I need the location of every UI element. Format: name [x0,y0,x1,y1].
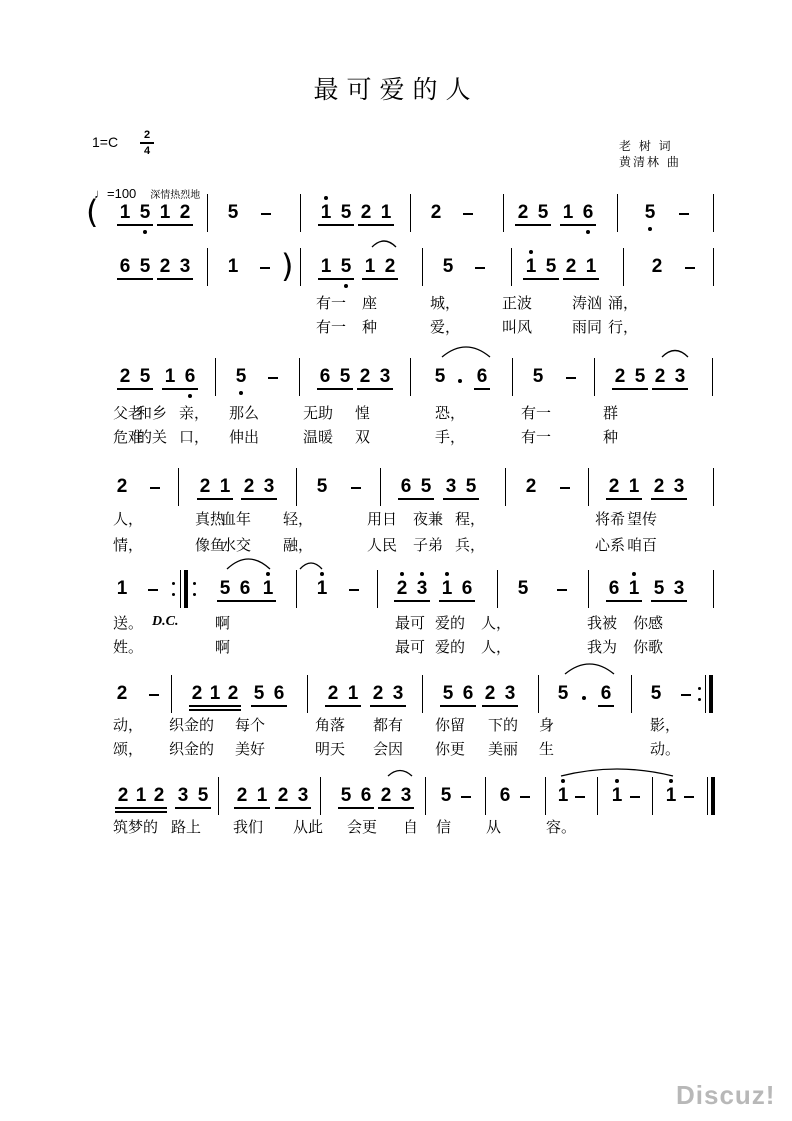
note: 2 [396,578,408,599]
note: 2 [277,785,289,806]
lyric-syllable: 颂， [113,740,144,758]
note: 3 [379,366,391,387]
note: 1 [364,256,376,277]
note: 2 [384,256,396,277]
note: 6 [119,256,131,277]
note: 2 [116,476,128,497]
note: 6 [608,578,620,599]
lyric-syllable: 兵， [455,536,486,554]
lyric-syllable: 姓。 [113,638,144,656]
lyric-syllable: 手， [435,428,466,446]
lyric-syllable: 轻， [283,510,314,528]
lyric-syllable: 人民 [367,536,398,554]
note: 2 [360,202,372,223]
lyric-syllable: 子弟 [413,536,444,554]
note: 2 [236,785,248,806]
note: 3 [416,578,428,599]
note: 2 [243,476,255,497]
lyric-syllable: 你感 [633,614,664,632]
note: 3 [674,366,686,387]
note: 5 [316,476,328,497]
note: 2 [484,683,496,704]
note: 1 [256,785,268,806]
note: 5 [634,366,646,387]
note: 5 [339,366,351,387]
note: 5 [340,202,352,223]
lyric-syllable: 织金的 [169,740,215,758]
note: 5 [532,366,544,387]
note: 1 [628,476,640,497]
note: 1 [525,256,537,277]
note: 2 [517,202,529,223]
note: 5 [139,202,151,223]
lyric-syllable: 无助 [303,404,334,422]
lyric-syllable: 程， [455,510,486,528]
lyric-syllable: 像鱼 [195,536,226,554]
note: 2 [653,476,665,497]
lyric-syllable: 父老 [113,404,144,422]
lyric-syllable: 有一 [521,404,552,422]
lyric-syllable: 的关 [137,428,168,446]
note: 2 [116,683,128,704]
lyric-syllable: 那么 [229,404,260,422]
lyric-syllable: 真热 [195,510,226,528]
composer-credit: 黄清林 曲 [619,155,681,169]
note: 5 [340,256,352,277]
lyric-syllable: 将希 [595,510,626,528]
note: 2 [117,785,129,806]
note: 2 [327,683,339,704]
note: 6 [582,202,594,223]
lyric-syllable: 群 [603,404,619,422]
note: 3 [297,785,309,806]
lyric-syllable: 爱的 [435,614,466,632]
note: 1 [219,476,231,497]
dc-mark: D.C. [152,614,179,629]
note: 5 [235,366,247,387]
lyric-syllable: 叫风 [502,318,533,336]
lyric-syllable: 座 [362,294,378,312]
lyric-syllable: 涌， [608,294,639,312]
lyric-syllable: 从 [486,818,502,836]
note: 5 [420,476,432,497]
slur [300,563,322,569]
lyric-syllable: 美丽 [488,740,519,758]
lyric-syllable: 身 [539,716,555,734]
lyric-syllable: 下的 [488,716,519,734]
lyric-syllable: 角落 [315,716,346,734]
lyric-syllable: 温暖 [303,428,334,446]
lyric-syllable: 我们 [233,818,264,836]
note: 5 [442,256,454,277]
note: 6 [461,578,473,599]
lyric-syllable: 融， [283,536,314,554]
note: 1 [665,785,677,806]
lyric-syllable: 血年 [221,510,252,528]
lyric-syllable: 咱百 [627,536,658,554]
note: 1 [164,366,176,387]
note: 1 [135,785,147,806]
note: 5 [644,202,656,223]
note: 2 [614,366,626,387]
note: 2 [119,366,131,387]
note: 3 [673,578,685,599]
note: 5 [442,683,454,704]
note: 1 [557,785,569,806]
note: 5 [139,256,151,277]
slur [662,351,688,358]
note: 1 [611,785,623,806]
note: 3 [400,785,412,806]
note: 5 [517,578,529,599]
close-parenthesis: ) [281,247,294,285]
lyric-syllable: 和乡 [137,404,168,422]
slur [388,771,412,777]
note: 2 [380,785,392,806]
note: 1 [119,202,131,223]
note: 1 [116,578,128,599]
lyric-syllable: 从此 [293,818,324,836]
note: 2 [608,476,620,497]
slur [372,241,396,247]
note: 3 [445,476,457,497]
note: 6 [462,683,474,704]
note: 3 [263,476,275,497]
note: 6 [184,366,196,387]
lyric-syllable: 织金的 [169,716,215,734]
lyric-syllable: 啊 [215,638,231,656]
note: 3 [673,476,685,497]
note: 5 [227,202,239,223]
lyric-syllable: 你更 [435,740,466,758]
lyric-syllable: 人， [113,510,144,528]
lyric-syllable: 送。 [113,614,144,632]
note: 2 [191,683,203,704]
lyric-syllable: 最可 [395,614,426,632]
lyric-syllable: 筑梦的 [113,818,159,836]
tempo-mark: ♩=100 [94,186,137,201]
note: 5 [545,256,557,277]
note: 2 [359,366,371,387]
lyric-syllable: 明天 [315,740,346,758]
lyric-syllable: 涛汹 [572,294,603,312]
lyric-syllable: 人， [481,614,512,632]
note: 2 [179,202,191,223]
note: 1 [262,578,274,599]
note: 6 [600,683,612,704]
lyric-syllable: 动。 [650,740,681,758]
song-title: 最可爱的人 [313,75,479,104]
note: 1 [441,578,453,599]
lyric-syllable: 情， [113,536,144,554]
lyric-syllable: 会更 [347,818,378,836]
note: 6 [476,366,488,387]
lyric-syllable: 爱的 [435,638,466,656]
watermark: Discuz! [676,1080,776,1110]
lyric-syllable: 口， [179,428,210,446]
note: 5 [253,683,265,704]
note: 2 [159,256,171,277]
lyric-syllable: 亲， [179,404,210,422]
lyric-syllable: 水交 [221,536,252,554]
note: 1 [380,202,392,223]
lyric-syllable: 影， [650,716,681,734]
lyric-syllable: 惶 [355,404,371,422]
note: 5 [340,785,352,806]
note: 1 [585,256,597,277]
lyric-syllable: 你歌 [633,638,664,656]
lyric-syllable: 容。 [546,818,577,836]
lyric-syllable: 望传 [627,510,658,528]
note: 5 [440,785,452,806]
lyric-syllable: 每个 [235,716,266,734]
lyric-syllable: 恐， [435,404,466,422]
lyric-syllable: 用日 [367,510,398,528]
note: 6 [360,785,372,806]
lyric-syllable: 有一 [521,428,552,446]
slur [442,347,490,357]
lyric-syllable: 城， [430,294,461,312]
note: 2 [430,202,442,223]
note: 5 [434,366,446,387]
slur [565,664,614,674]
note: 5 [197,785,209,806]
lyric-syllable: 我为 [587,638,618,656]
note: 6 [400,476,412,497]
open-parenthesis: ( [86,193,99,231]
slur [227,559,270,569]
lyric-syllable: 路上 [171,818,202,836]
note: 3 [392,683,404,704]
note: 6 [239,578,251,599]
note: 1 [159,202,171,223]
note: 5 [465,476,477,497]
note: 5 [650,683,662,704]
lyric-syllable: 自 [403,818,419,836]
lyric-syllable: 啊 [215,614,231,632]
note: 1 [320,256,332,277]
lyricist-credit: 老 树 词 [619,139,673,153]
note: 5 [557,683,569,704]
lyric-syllable: 危难 [113,428,144,446]
note: 2 [153,785,165,806]
time-signature-bottom: 4 [143,144,151,157]
note: 5 [139,366,151,387]
lyric-syllable: 爱， [430,318,461,336]
note: 6 [319,366,331,387]
note: 3 [177,785,189,806]
key-signature: 1=C [92,134,119,150]
lyric-syllable: 信 [436,818,452,836]
time-signature-top: 2 [143,129,151,141]
note: 2 [654,366,666,387]
lyric-syllable: 有一 [316,318,347,336]
lyric-syllable: 正波 [502,294,533,312]
lyric-syllable: 生 [539,740,555,758]
note: 1 [347,683,359,704]
lyric-syllable: 心系 [595,536,626,554]
note: 5 [653,578,665,599]
note: 6 [499,785,511,806]
lyric-syllable: 最可 [395,638,426,656]
lyric-syllable: 我被 [587,614,618,632]
note: 5 [219,578,231,599]
lyric-syllable: 雨同 [572,318,603,336]
note: 2 [227,683,239,704]
lyric-syllable: 有一 [316,294,347,312]
note: 5 [537,202,549,223]
lyric-syllable: 种 [603,428,619,446]
lyric-syllable: 夜兼 [413,510,444,528]
lyric-syllable: 动， [113,716,144,734]
slur [561,769,673,776]
note: 2 [651,256,663,277]
note: 1 [320,202,332,223]
lyric-syllable: 伸出 [229,428,260,446]
note: 2 [372,683,384,704]
lyric-syllable: 双 [355,428,371,446]
lyric-syllable: 都有 [373,716,404,734]
expression-mark: 深情热烈地 [150,190,201,201]
note: 1 [562,202,574,223]
note: 2 [199,476,211,497]
note: 1 [227,256,239,277]
note: 1 [316,578,328,599]
lyric-syllable: 人， [481,638,512,656]
note: 1 [628,578,640,599]
lyric-syllable: 美好 [235,740,266,758]
note: 2 [565,256,577,277]
lyric-syllable: 行， [608,318,639,336]
note: 3 [504,683,516,704]
note: 1 [209,683,221,704]
lyric-syllable: 会因 [373,740,404,758]
lyric-syllable: 种 [362,318,378,336]
note: 3 [179,256,191,277]
note: 2 [525,476,537,497]
lyric-syllable: 你留 [435,716,466,734]
note: 6 [273,683,285,704]
